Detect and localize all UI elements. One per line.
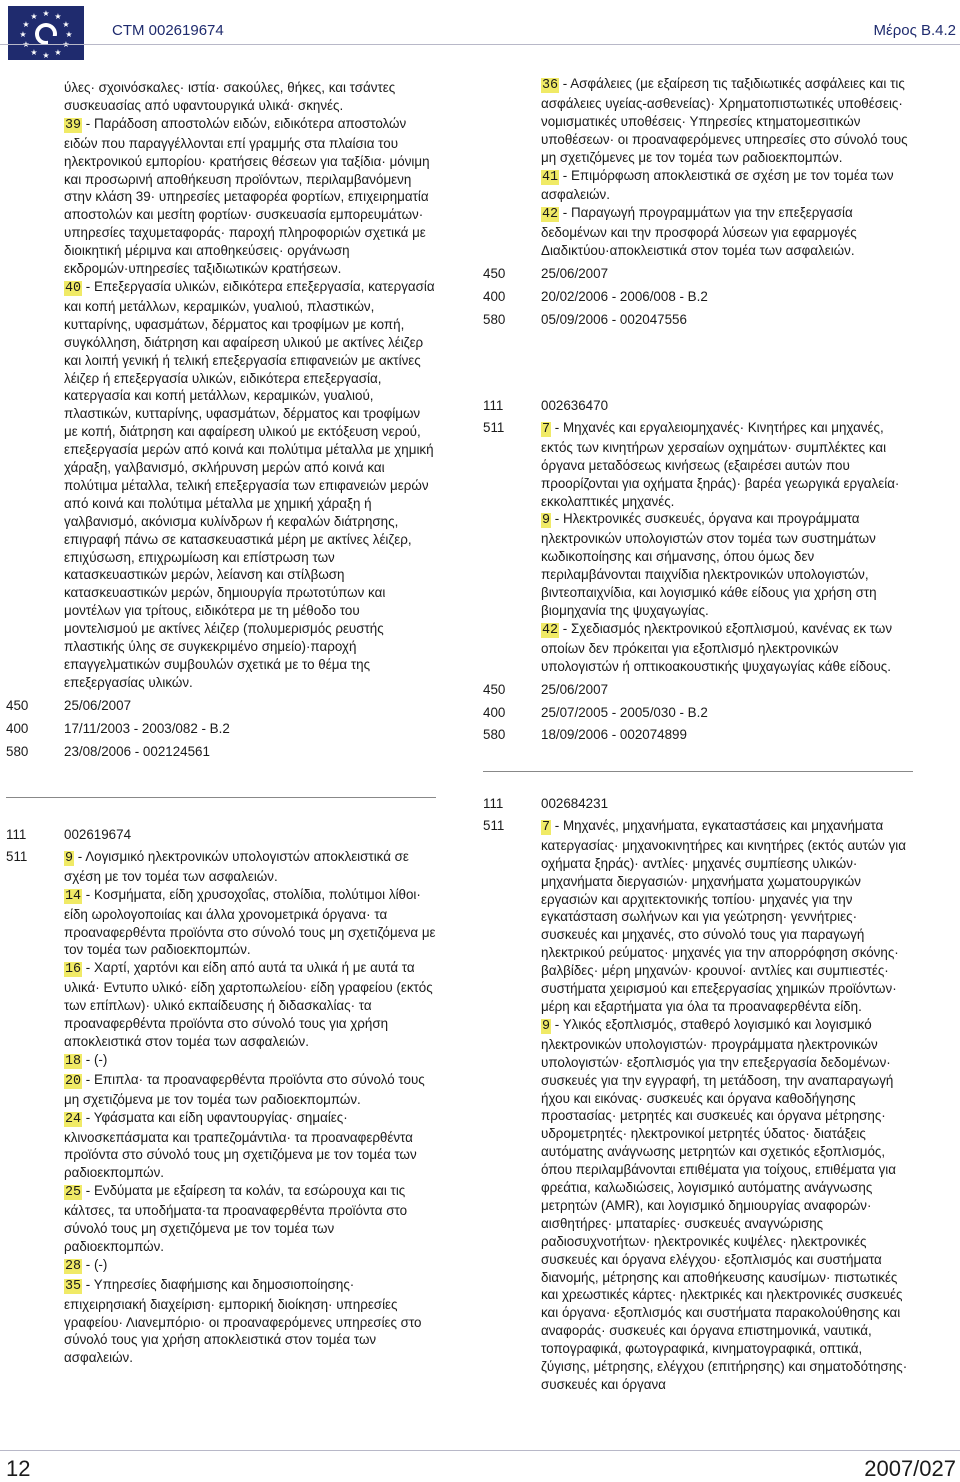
field-value: 25/06/2007 xyxy=(64,697,132,713)
field-code: 450 xyxy=(483,266,506,282)
field-value: 25/06/2007 xyxy=(541,681,609,697)
classes-row xyxy=(6,848,436,1367)
class-number-badge: 36 xyxy=(542,78,559,93)
field-code: 580 xyxy=(483,727,506,743)
class-number-badge: 24 xyxy=(65,1111,82,1127)
continuation-text: ύλες· σχοινόσκαλες· ιστία· σακούλες, θήκες, και τσάντες συσκευασίας από υφαντουργικά υλικά· σκηνές. xyxy=(64,80,396,113)
class-entry xyxy=(64,886,436,960)
field-value: 23/08/2006 - 002124561 xyxy=(64,743,210,759)
class-description: - Υλικός εξοπλισμός, σταθερό λογισμικό και λογισμικό ηλεκτρονικών υπολογιστών· προγράμματα ηλεκτρονικών υπολογιστών· εξοπλισμός για την επεξεργασία δεδομένων· συσκευές για την εγγραφή, τη μετάδοση, την αναπαραγωγή ήχου και εικόνας· συσκευές και όργανα καθοδήγησης προστασίας· μετρητές και συσκευές και όργανα μέτρησης· υδρομετρητές· ηλεκτρονικοί μετρητές ύδατος· διατάξεις αυτόματης ανάγνωσης μετρητών και σχετικός εξοπλισμός, όπου περιλαμβάνονται επιθέματα για τοίχους, επιθέματα για φρεάτια, καλωδιώσεις, λογισμικό αυτόματης ανάγνωσης μετρητών (AMR), και λογισμικό δημιουργίας αναφορών· αισθητήρες· μπαταρίες· συσκευές αναγνώρισης ραδιοσυχνοτήτων· ηλεκτρονικές κυψέλες· ηλεκτρονικές συσκευές και όργανα ελέγχου· εξοπλισμός και συστήματα διανομής, μέτρησης και αποθήκευσης καυσίμων· πιστωτικές και χρεωστικές κάρτες· ηλεκτρικές και ηλεκτρονικές συσκευές και όργανα· εξοπλισμός και συστήματα παρακολούθησης και αναφοράς· συσκευές και όργανα επιστημονικά, ναυτικά, τοπογραφικά, φωτογραφικά, κινηματογραφικά, οπτικά, ζύγισης, μέτρησης, ελέγχου (επιτήρησης) και σηματοδότησης· συσκευές και όργανα xyxy=(541,1016,908,1392)
document-id: CTM 002619674 xyxy=(112,22,224,39)
field-code: 580 xyxy=(483,311,506,327)
class-entry xyxy=(64,1071,436,1109)
class-entry xyxy=(541,419,913,511)
class-description: - Υπηρεσίες διαφήμισης και δημοσιοποίησης· επιχειρησιακή διαχείριση· εμπορική διοίκηση· υπηρεσίες γραφείου· Λιανεμπόριο· οι προαναφερόμενες υπηρεσίες στο σύνολό τους για χρήση αποκλειστικά στον τομέα των ασφαλειών. xyxy=(64,1276,422,1366)
class-description: - Επεξεργασία υλικών, ειδικότερα επεξεργασία, κατεργασία και κοπή μετάλλων, κεραμικών, γυαλιού, πλαστικών, κυτταρίνης, υφασμάτων, δέρματος και τροφίμων με κοπή, συγκόλληση, διάτρηση και αφαίρεση υλικού με ακτίνες λέιζερ και λοιπή γενική ή τελική επεξεργασία επιφανειών με ακτίνες λέιζερ ή επεξεργασία υλικών, ειδικότερα επεξεργασία, κατεργασία και κοπή μετάλλων, κεραμικών, γυαλιού, πλαστικών, κυτταρίνης, υφασμάτων, δέρματος και τροφίμων με κοπή, διάτρηση και αφαίρεση υλικού με εκτόξευση νερού, επεξεργασία μερών από κοινά και πολύτιμα μέταλλα με χημική χάραξη, γαλβανισμό, σκλήρυνση μερών από κοινά και πολύτιμα μέταλλα, τελική επεξεργασία των επιφανειών μερών από κοινά και πολύτιμα μέταλλα με χημική χάραξη ή γαλβανισμό, ακόνισμα κυλίνδρων ή κεφαλών διάτρησης, επιγραφή πάνω σε κατασκευαστικά μέρη με ακτίνες λέιζερ, επιχύσωση, επιχρωμίωση και επίστρωση των κατασκευαστικών μερών, λείανση και στίλβωση κατασκευαστικών μερών, δημιουργία πρωτοτύπων και μοντέλων για τρίτους, ειδικότερα με τη μέθοδο του μοντελισμού με ακτίνες λέιζερ (πολυμερισμός ρευστής πλαστικής ύλης σε συγκεκριμένο σημείο)·παροχή επαγγελματικών συμβουλών σχετικά με το θέμα της επεξεργασίας υλικών. xyxy=(64,278,435,690)
right-classes xyxy=(483,75,913,260)
issue-number: 2007/027 xyxy=(864,1456,956,1481)
class-entry xyxy=(64,848,436,886)
field-value: 20/02/2006 - 2006/008 - B.2 xyxy=(541,288,708,304)
meta-row xyxy=(483,681,913,699)
part-label: Μέρος Β.4.2 xyxy=(873,22,956,39)
class-entry xyxy=(64,1182,436,1256)
svg-text:★: ★ xyxy=(19,30,27,39)
left-continuation xyxy=(6,79,436,115)
class-description: - Χαρτί, χαρτόνι και είδη από αυτά τα υλικά ή με αυτά τα υλικά· Εντυπο υλικό· είδη χαρτοπωλείου· είδη γραφείου (εκτός των επίπλων)· υλικό εκπαίδευσης ή διδασκαλίας· τα προαναφερθέντα προϊόντα στο σύνολό τους για χρήση αποκλειστικά στον τομέα των ασφαλειών. xyxy=(64,960,433,1049)
class-number-badge: 16 xyxy=(65,962,82,978)
record-id: 002684231 xyxy=(541,796,609,811)
field-code: 450 xyxy=(483,681,506,697)
field-code: 511 xyxy=(483,817,505,833)
class-entry xyxy=(541,167,913,205)
class-entry xyxy=(541,620,913,676)
class-number-badge: 9 xyxy=(542,1018,551,1034)
svg-text:★: ★ xyxy=(62,20,70,29)
class-entry xyxy=(541,1016,913,1394)
record-id-row xyxy=(6,826,436,844)
class-list xyxy=(541,817,913,1394)
class-number-badge: 7 xyxy=(542,819,551,835)
meta-row xyxy=(6,743,436,761)
field-code: 111 xyxy=(483,398,504,413)
class-entry xyxy=(64,1051,436,1071)
class-description: - Ασφάλειες (με εξαίρεση τις ταξιδιωτικές ασφάλειες και τις ασφάλειες υγείας-ασθενείας)· Χρηματοπιστωτικές υποθέσεις· νομισματικές υποθέσεις· Υπηρεσίες κτηματομεσιτικών υποθέσεων· οι προαναφερόμενες υπηρεσίες στο σύνολό τους μη σχετιζόμενες με τον τομέα των ραδιοεκπομπών. xyxy=(541,76,908,165)
record-id-row xyxy=(483,795,913,813)
eu-emblem-logo xyxy=(8,6,84,60)
field-code: 580 xyxy=(6,743,29,759)
class-entry xyxy=(541,817,913,1016)
svg-text:★: ★ xyxy=(54,48,62,57)
field-code: 400 xyxy=(483,704,506,720)
class-number-badge: 7 xyxy=(542,421,551,437)
record-id: 002636470 xyxy=(541,398,609,413)
class-description: - Μηχανές, μηχανήματα, εγκαταστάσεις και μηχανήματα κατεργασίας· μηχανοκινητήρες και κινητήρες (εκτός αυτών για οχήματα ξηράς)· αντλίες· μηχανές συμπίεσης υλικών· μηχανήματα διεργασιών· μηχανήματα χωματουργικών εργασιών και αρχιτεκτονικής τοπίου· μηχανές για την εγκατάσταση σωλήνων και για γεώτρηση· γεννήτριες· συσκευές και μηχανές, στο σύνολό τους για παραγωγή ηλεκτρικού ρεύματος· μηχανές για την απορρόφηση σκόνης· βαλβίδες· μέρη μηχανών· κρουνοί· αντλίες και συμπιεστές· συστήματα χειρισμού και επεξεργασίας χημικών προϊόντων· μέρη και εξαρτήματα για όλα τα προαναφερθέντα είδη. xyxy=(541,817,906,1014)
svg-text:★: ★ xyxy=(54,12,62,21)
svg-text:★: ★ xyxy=(62,40,70,49)
class-description: - Επιπλα· τα προαναφερθέντα προϊόντα στο σύνολό τους μη σχετιζόμενα με τον τομέα των ραδιοεκπομπών. xyxy=(64,1071,425,1107)
class-description: - Επιμόρφωση αποκλειστικά σε σχέση με τον τομέα των ασφαλειών. xyxy=(541,167,894,203)
class-number-badge: 14 xyxy=(65,888,82,904)
field-value: 25/07/2005 - 2005/030 - B.2 xyxy=(541,704,708,720)
field-code: 400 xyxy=(483,288,506,304)
class-number-badge: 42 xyxy=(542,207,559,223)
svg-text:★: ★ xyxy=(42,9,50,18)
svg-text:★: ★ xyxy=(30,48,38,57)
class-number-badge: 28 xyxy=(65,1258,82,1274)
field-code: 511 xyxy=(6,848,28,864)
right-column-top xyxy=(483,75,913,329)
page-number: 12 xyxy=(6,1456,31,1481)
meta-row xyxy=(483,704,913,722)
field-value: 17/11/2003 - 2003/082 - B.2 xyxy=(64,720,230,736)
svg-text:★: ★ xyxy=(22,40,30,49)
field-code: 111 xyxy=(6,827,27,842)
field-value: 05/09/2006 - 002047556 xyxy=(541,311,687,327)
class-description: - Σχεδιασμός ηλεκτρονικού εξοπλισμού, κανένας εκ των οποίων δεν πρόκειται για εξοπλισμό ηλεκτρονικών υπολογιστών ή οπτικοακουστικής ψυχαγωγίας κάθε είδους. xyxy=(541,620,893,674)
field-code: 511 xyxy=(483,419,505,435)
class-description: - Λογισμικό ηλεκτρονικών υπολογιστών αποκλειστικά σε σχέση με τον τομέα των ασφαλειών. xyxy=(64,848,409,884)
eu-stars-icon xyxy=(8,6,84,60)
field-code: 111 xyxy=(483,796,504,811)
left-column-top xyxy=(6,79,436,761)
field-value: 25/06/2007 xyxy=(541,266,609,282)
class-list xyxy=(64,115,436,692)
svg-text:★: ★ xyxy=(30,12,38,21)
record-id: 002619674 xyxy=(64,827,132,842)
class-entry xyxy=(64,1109,436,1183)
right-mid-meta xyxy=(483,681,913,745)
class-number-badge: 20 xyxy=(65,1073,82,1089)
meta-row xyxy=(483,265,913,283)
svg-text:★: ★ xyxy=(22,20,30,29)
class-entry xyxy=(64,1256,436,1276)
classes-row xyxy=(483,817,913,1394)
meta-row xyxy=(483,288,913,306)
class-number-badge: 39 xyxy=(65,117,82,133)
class-description: - Κοσμήματα, είδη χρυσοχοΐας, στολίδια, πολύτιμοι λίθοι· είδη ωρολογοποιίας και άλλα χρονομετρικά όργανα· τα προαναφερθέντα προϊόντα στο σύνολό τους μη σχετιζόμενα με τον τομέα των ραδιοεκπομπών. xyxy=(64,886,436,958)
class-number-badge: 41 xyxy=(542,169,559,185)
class-number-badge: 9 xyxy=(65,850,74,866)
record-id-row xyxy=(483,397,913,415)
meta-row xyxy=(483,726,913,744)
class-list xyxy=(64,848,436,1367)
left-meta xyxy=(6,697,436,761)
class-list xyxy=(541,419,913,676)
class-entry xyxy=(541,204,913,260)
svg-text:★: ★ xyxy=(65,30,73,39)
class-number-badge: 35 xyxy=(65,1278,82,1294)
svg-text:★: ★ xyxy=(42,51,50,60)
meta-row xyxy=(483,311,913,329)
class-description: - Υφάσματα και είδη υφαντουργίας· σημαίες· κλινοσκεπάσματα και τραπεζομάντιλα· τα προαναφερθέντα προϊόντα στο σύνολό τους μη σχετιζόμενα με τον τομέα των ραδιοεκπομπών. xyxy=(64,1109,417,1181)
field-value: 18/09/2006 - 002074899 xyxy=(541,727,687,743)
class-list xyxy=(541,75,913,260)
field-code: 450 xyxy=(6,697,29,713)
meta-row xyxy=(6,697,436,715)
class-description: - (-) xyxy=(82,1256,108,1272)
class-description: - Μηχανές και εργαλειομηχανές· Κινητήρες και μηχανές, εκτός των κινητήρων χερσαίων οχημάτων· συμπλέκτες και όργανα μεταδόσεως κινήσεως (εξαιρέσει αυτών που προορίζονται για οχήματα ξηράς)· βαρέα γεωργικά εργαλεία· εκκολαπτικές μηχανές. xyxy=(541,419,900,509)
class-number-badge: 40 xyxy=(65,280,82,296)
class-number-badge: 42 xyxy=(542,622,559,638)
class-entry xyxy=(541,75,913,167)
left-separator xyxy=(6,797,436,798)
footer-divider xyxy=(0,1450,960,1451)
class-description: - Ενδύματα με εξαίρεση τα κολάν, τα εσώρουχα και τις κάλτσες, τα υποδήματα·τα προαναφερθέντα προϊόντα στο σύνολό τους μη σχετιζόμενα με τον τομέα των ραδιοεκπομπών. xyxy=(64,1183,408,1254)
meta-row xyxy=(6,720,436,738)
class-description: - (-) xyxy=(82,1051,108,1067)
left-classes xyxy=(6,115,436,692)
class-description: - Παραγωγή προγραμμάτων για την επεξεργασία δεδομένων και την προσφορά λύσεων για εφαρμογές Διαδικτύου·αποκλειστικά στον τομέα των ασφαλειών. xyxy=(541,205,857,259)
class-entry xyxy=(541,510,913,619)
class-number-badge: 18 xyxy=(65,1053,82,1069)
left-column-bottom xyxy=(6,826,436,1367)
class-entry xyxy=(64,278,436,692)
field-code: 400 xyxy=(6,720,29,736)
right-column-bottom xyxy=(483,795,913,1394)
class-entry xyxy=(64,1276,436,1368)
class-entry xyxy=(64,959,436,1051)
right-meta xyxy=(483,265,913,329)
page-header xyxy=(0,0,960,62)
class-description: - Παράδοση αποστολών ειδών, ειδικότερα αποστολών ειδών που παραγγέλλονται επί γραμμής στα πλαίσια του ηλεκτρονικού εμπορίου· κρατήσεις θέσεων για ταξίδια· μόνιμη και προσωρινή αποθήκευση προϊόντων, περιλαμβανόμενη στην κλάση 39· υπηρεσίες μεταφορέα φορτίων, επιχειρηματία αποστολών και μεσίτη φορτίων· συσκευασία εμπορευμάτων· υπηρεσίες ταχυμεταφοράς· παροχή πληροφοριών σχετικά με διοικητική μέριμνα και αποθηκεύσεις· οργάνωση εκδρομών·υπηρεσίες ταξιδιωτικών κρατήσεων. xyxy=(64,115,430,277)
class-description: - Ηλεκτρονικές συσκευές, όργανα και προγράμματα ηλεκτρονικών υπολογιστών στον τομέα των συστημάτων κωδικοποίησης και σήμανσης, όπου όμως δεν περιλαμβάνονται παιχνίδια ηλεκτρονικών υπολογιστών, βιντεοπαιχνίδια, και λογισμικό κάθε είδους για χρήση στη βιομηχανία της ψυχαγωγίας. xyxy=(541,511,877,618)
right-separator xyxy=(483,771,913,772)
classes-row xyxy=(483,419,913,676)
class-entry xyxy=(64,115,436,278)
header-divider xyxy=(0,44,960,45)
right-column-middle xyxy=(483,397,913,744)
class-number-badge: 9 xyxy=(542,513,551,529)
class-number-badge: 25 xyxy=(65,1185,82,1201)
